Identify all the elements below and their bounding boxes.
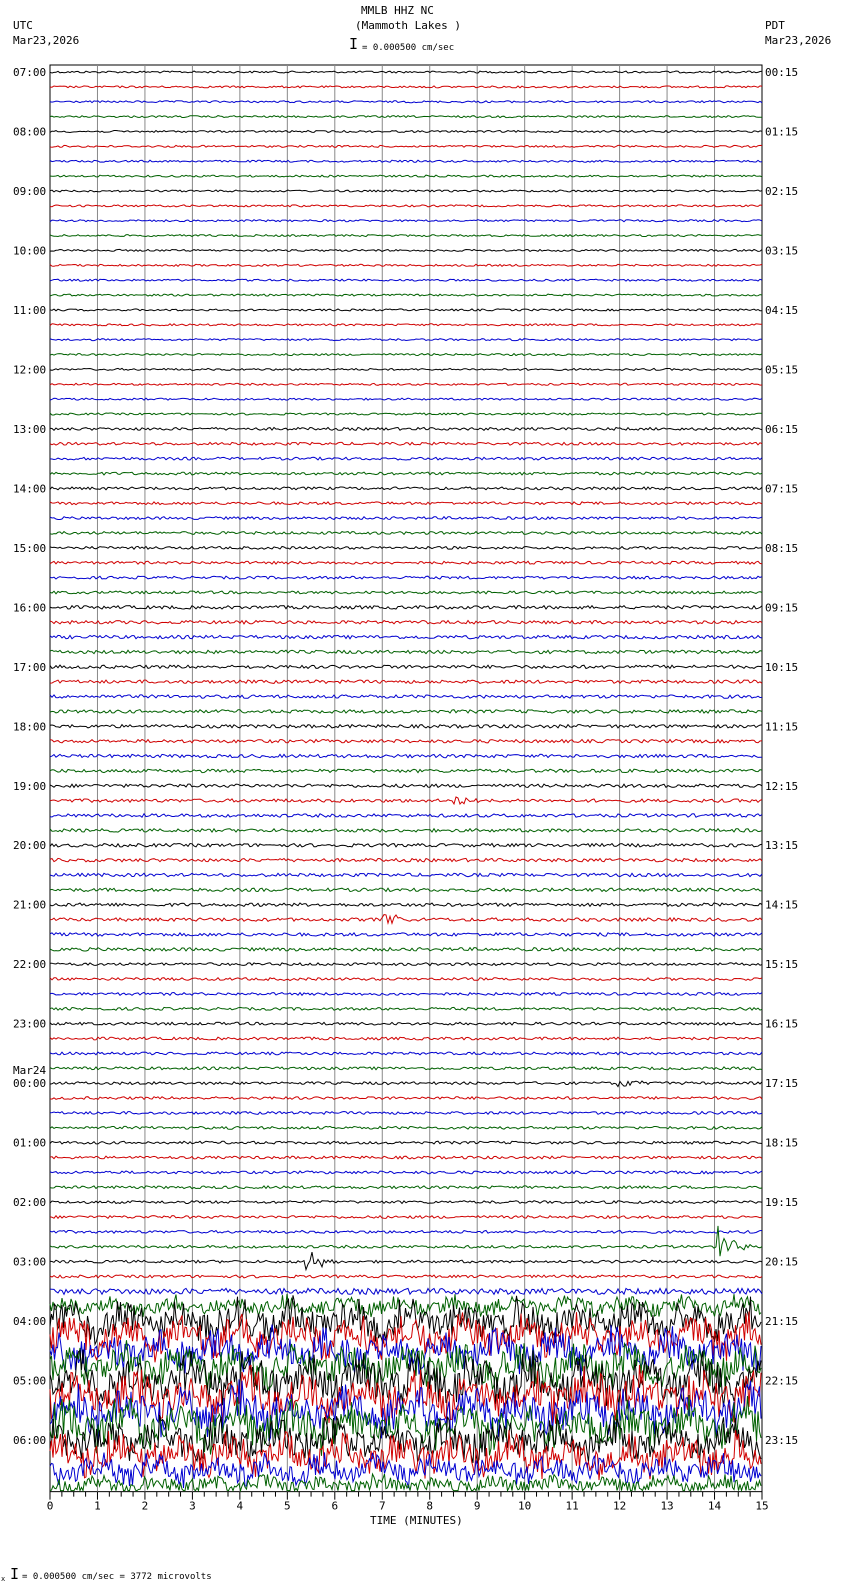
trace-line (50, 354, 762, 356)
trace-line (50, 145, 762, 147)
trace-line (50, 814, 762, 817)
trace-line (50, 1022, 762, 1025)
trace-line (50, 1007, 762, 1010)
right-time-label: 05:15 (765, 363, 799, 377)
trace-line (50, 1081, 762, 1087)
trace-line (50, 502, 762, 505)
trace-line (50, 339, 762, 341)
left-time-label: 15:00 (13, 541, 47, 555)
trace-line (50, 725, 762, 728)
station-title: MMLB HHZ NC (361, 4, 434, 17)
trace-line (50, 710, 762, 713)
right-time-label: 07:15 (765, 482, 799, 496)
footer-scale-note: = 0.000500 cm/sec = 3772 microvolts (22, 1572, 212, 1582)
right-time-label: 23:15 (765, 1434, 799, 1448)
x-tick-label: 7 (378, 1499, 386, 1513)
left-time-label: 11:00 (13, 303, 47, 317)
x-tick-label: 9 (473, 1499, 481, 1513)
trace-line (50, 754, 762, 757)
right-time-label: 10:15 (765, 660, 799, 674)
x-tick-label: 3 (189, 1499, 196, 1513)
left-time-label: 18:00 (13, 720, 47, 734)
trace-line (50, 1474, 761, 1491)
trace-line (50, 1216, 762, 1219)
trace-line (50, 1231, 762, 1234)
left-time-label: 23:00 (13, 1017, 47, 1031)
trace-line (50, 1037, 762, 1040)
left-time-label: 16:00 (13, 601, 47, 615)
trace-line (50, 324, 762, 326)
station-location: (Mammoth Lakes ) (355, 19, 461, 32)
trace-line (50, 978, 762, 981)
right-time-label: 15:15 (765, 958, 799, 972)
right-time-label: 03:15 (765, 244, 799, 258)
left-date-change-label: Mar24 (13, 1064, 47, 1078)
trace-line (50, 235, 762, 237)
trace-line (50, 621, 762, 624)
trace-line (50, 442, 762, 445)
scale-text: = 0.000500 cm/sec (362, 43, 455, 53)
trace-line (50, 680, 762, 683)
right-date: Mar23,2026 (765, 34, 832, 47)
left-date: Mar23,2026 (13, 34, 80, 47)
right-time-label: 21:15 (765, 1315, 799, 1329)
trace-line (50, 264, 762, 266)
trace-line (50, 797, 762, 804)
right-time-label: 08:15 (765, 541, 799, 555)
trace-line (50, 903, 762, 906)
trace-line (50, 665, 762, 668)
left-time-label: 12:00 (13, 363, 47, 377)
trace-line (50, 576, 762, 579)
right-time-label: 00:15 (765, 66, 799, 79)
x-tick-label: 15 (755, 1499, 769, 1513)
trace-line (50, 1379, 761, 1441)
x-tick-label: 5 (284, 1499, 291, 1513)
trace-line (50, 160, 762, 162)
right-time-label: 20:15 (765, 1255, 799, 1269)
right-time-label: 06:15 (765, 422, 799, 436)
trace-line (50, 309, 762, 311)
left-time-label: 13:00 (13, 422, 47, 436)
right-time-label: 22:15 (765, 1374, 799, 1388)
trace-line (50, 279, 762, 281)
trace-line (50, 1288, 762, 1294)
trace-line (50, 1171, 762, 1174)
trace-line (50, 1156, 762, 1159)
x-tick-label: 4 (236, 1499, 244, 1513)
trace-line (50, 487, 762, 490)
left-time-label: 09:00 (13, 184, 47, 198)
x-tick-label: 0 (46, 1499, 54, 1513)
trace-line (50, 175, 762, 177)
trace-line (50, 844, 762, 847)
trace-line (50, 131, 762, 133)
trace-line (50, 1294, 761, 1317)
trace-line (50, 1226, 762, 1256)
right-time-label: 01:15 (765, 125, 799, 139)
trace-line (50, 428, 762, 431)
trace-line (50, 888, 762, 891)
trace-line (50, 695, 762, 698)
trace-line (50, 457, 762, 460)
trace-line (50, 249, 762, 251)
trace-line (50, 220, 762, 222)
scale-bar-icon: I (349, 35, 359, 53)
x-tick-label: 12 (612, 1499, 627, 1513)
x-tick-label: 14 (707, 1499, 722, 1513)
left-time-label: 19:00 (13, 779, 47, 793)
trace-line (50, 116, 762, 118)
left-timezone: UTC (13, 19, 33, 32)
trace-line (50, 933, 762, 936)
right-time-label: 18:15 (765, 1136, 799, 1150)
trace-line (50, 546, 762, 549)
trace-line (50, 1052, 762, 1055)
trace-line (50, 829, 762, 832)
trace-line (50, 1252, 762, 1270)
x-axis-label: TIME (MINUTES) (370, 1514, 463, 1527)
right-time-label: 02:15 (765, 184, 799, 198)
left-time-label: 06:00 (13, 1434, 47, 1448)
right-time-label: 13:15 (765, 839, 799, 853)
trace-line (50, 561, 762, 564)
trace-line (50, 1186, 762, 1189)
right-time-label: 12:15 (765, 779, 799, 793)
left-time-label: 04:00 (13, 1315, 47, 1329)
trace-line (50, 1295, 761, 1344)
trace-line (50, 294, 762, 296)
right-time-label: 14:15 (765, 898, 799, 912)
footer-scale-bar-icon: I (10, 1565, 20, 1583)
left-time-label: 10:00 (13, 244, 47, 258)
left-time-label: 00:00 (13, 1077, 47, 1091)
left-time-label: 20:00 (13, 839, 47, 853)
trace-line (50, 1141, 762, 1144)
trace-line (50, 1126, 762, 1129)
trace-line (50, 398, 762, 400)
right-time-label: 11:15 (765, 720, 799, 734)
trace-line (50, 86, 762, 88)
right-time-label: 16:15 (765, 1017, 799, 1031)
trace-line (50, 1067, 762, 1070)
trace-line (50, 948, 762, 951)
x-tick-label: 2 (141, 1499, 149, 1513)
x-tick-label: 1 (94, 1499, 101, 1513)
trace-line (50, 472, 762, 475)
trace-line (50, 532, 762, 535)
trace-line (50, 873, 762, 876)
trace-line (50, 784, 762, 787)
trace-line (50, 190, 762, 192)
left-time-label: 14:00 (13, 482, 47, 496)
trace-line (50, 1112, 762, 1115)
x-tick-label: 6 (331, 1499, 339, 1513)
trace-line (50, 591, 762, 594)
x-tick-label: 8 (426, 1499, 434, 1513)
trace-line (50, 650, 762, 653)
trace-line (50, 413, 762, 415)
trace-line (50, 740, 762, 743)
left-time-label: 21:00 (13, 898, 47, 912)
trace-line (50, 517, 762, 520)
trace-line (50, 993, 762, 996)
trace-line (50, 963, 762, 966)
left-time-label: 08:00 (13, 125, 47, 139)
right-timezone: PDT (765, 19, 785, 32)
left-time-label: 22:00 (13, 958, 47, 972)
x-tick-label: 13 (660, 1499, 674, 1513)
trace-line (50, 383, 762, 385)
trace-line (50, 1097, 762, 1100)
trace-line (50, 368, 762, 370)
left-time-label: 02:00 (13, 1196, 47, 1210)
trace-line (50, 1201, 762, 1204)
trace-line (50, 606, 762, 609)
footer-mark: x (1, 1575, 6, 1583)
x-tick-label: 11 (565, 1499, 579, 1513)
trace-line (50, 915, 762, 924)
left-time-label: 05:00 (13, 1374, 47, 1388)
left-time-label: 03:00 (13, 1255, 47, 1269)
right-time-label: 04:15 (765, 303, 799, 317)
trace-line (50, 71, 762, 73)
trace-line (50, 205, 762, 207)
left-time-label: 07:00 (13, 66, 47, 79)
x-tick-label: 10 (518, 1499, 532, 1513)
trace-line (50, 101, 762, 103)
trace-line (50, 1275, 762, 1278)
right-time-label: 19:15 (765, 1196, 799, 1210)
left-time-label: 17:00 (13, 660, 47, 674)
right-time-label: 17:15 (765, 1077, 799, 1091)
trace-line (50, 635, 762, 638)
right-time-label: 09:15 (765, 601, 799, 615)
trace-line (50, 858, 762, 861)
left-time-label: 01:00 (13, 1136, 47, 1150)
trace-line (50, 769, 762, 772)
